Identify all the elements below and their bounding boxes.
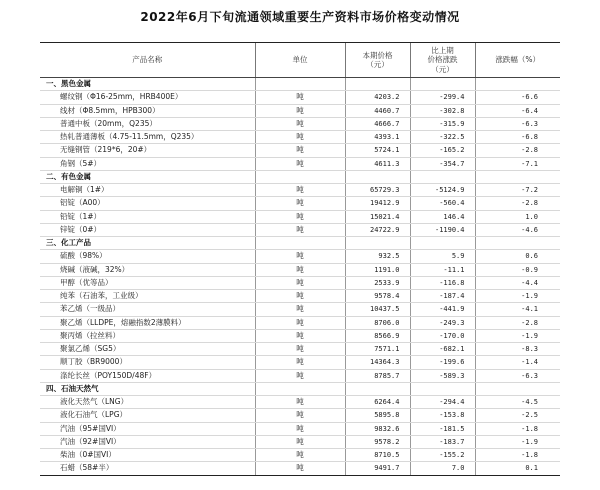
cell-diff: -322.5 [410,131,475,144]
cell-unit: 吨 [255,303,345,316]
cell-diff: 5.9 [410,250,475,263]
cell-pct: -6.4 [475,104,560,117]
product-name: 聚丙烯（拉丝料） [40,329,255,342]
table-row [40,329,560,342]
cell-pct: -4.4 [475,276,560,289]
cell-unit: 吨 [255,104,345,117]
cell-diff: -116.8 [410,276,475,289]
table-row [40,144,560,157]
cell-price: 8566.9 [345,329,410,342]
page-title: 2022年6月下旬流通领域重要生产资料市场价格变动情况 [140,10,460,24]
table-header [40,43,560,78]
cell-unit [255,78,345,91]
table-row [40,184,560,197]
cell-unit: 吨 [255,157,345,170]
category-row [40,382,560,395]
cell-pct: -6.3 [475,117,560,130]
cell-diff: -294.4 [410,396,475,409]
table-row [40,449,560,462]
product-name: 石蜡（58#半） [40,462,255,475]
product-name: 无缝钢管（219*6，20#） [40,144,255,157]
cell-unit: 吨 [255,409,345,422]
cell-price: 5724.1 [345,144,410,157]
cell-price: 1191.0 [345,263,410,276]
cell-unit: 吨 [255,343,345,356]
cell-diff: -155.2 [410,449,475,462]
cell-price [345,237,410,250]
cell-price: 4611.3 [345,157,410,170]
cell-unit: 吨 [255,435,345,448]
cell-unit [255,382,345,395]
cell-pct [475,170,560,183]
cell-unit: 吨 [255,210,345,223]
product-name: 线材（Φ8.5mm，HPB300） [40,104,255,117]
cell-price: 9491.7 [345,462,410,475]
cell-diff: -302.8 [410,104,475,117]
cell-price [345,170,410,183]
cell-pct: -1.9 [475,435,560,448]
cell-price: 4460.7 [345,104,410,117]
header-unit: 单位 [255,43,345,78]
cell-pct [475,78,560,91]
header-pct: 涨跌幅（%） [475,43,560,78]
cell-price: 19412.9 [345,197,410,210]
cell-price: 8785.7 [345,369,410,382]
cell-unit: 吨 [255,422,345,435]
header-price: 本期价格 （元） [345,43,410,78]
table-row [40,343,560,356]
cell-unit: 吨 [255,197,345,210]
cell-price [345,78,410,91]
cell-price: 8710.5 [345,449,410,462]
table-row [40,316,560,329]
product-name: 烧碱（液碱，32%） [40,263,255,276]
price-table [40,42,560,476]
cell-pct: -0.9 [475,263,560,276]
table-row [40,290,560,303]
cell-pct: -7.1 [475,157,560,170]
cell-pct: 1.0 [475,210,560,223]
table-row [40,435,560,448]
table-row [40,462,560,475]
cell-diff [410,382,475,395]
cell-diff: -560.4 [410,197,475,210]
cell-diff: -441.9 [410,303,475,316]
cell-pct: -6.6 [475,91,560,104]
cell-diff: -249.3 [410,316,475,329]
category-row [40,170,560,183]
cell-pct: -1.8 [475,449,560,462]
cell-pct: 0.6 [475,250,560,263]
product-name: 柴油（0#国VI） [40,449,255,462]
cell-diff [410,237,475,250]
table-row [40,396,560,409]
cell-diff: -170.0 [410,329,475,342]
header-diff: 比上期 价格涨跌 （元） [410,43,475,78]
cell-diff [410,170,475,183]
cell-pct: -2.8 [475,197,560,210]
table-row [40,369,560,382]
cell-price [345,382,410,395]
table-row [40,91,560,104]
cell-price: 9578.4 [345,290,410,303]
cell-unit: 吨 [255,91,345,104]
cell-price: 10437.5 [345,303,410,316]
cell-diff: -11.1 [410,263,475,276]
cell-diff: -165.2 [410,144,475,157]
cell-price: 8706.0 [345,316,410,329]
table-row [40,422,560,435]
table-row [40,197,560,210]
cell-price: 15021.4 [345,210,410,223]
product-name: 热轧普通薄板（4.75-11.5mm，Q235） [40,131,255,144]
cell-pct [475,382,560,395]
cell-price: 65729.3 [345,184,410,197]
product-name: 聚氯乙烯（SG5） [40,343,255,356]
cell-diff: -589.3 [410,369,475,382]
cell-pct: 0.1 [475,462,560,475]
cell-diff: -5124.9 [410,184,475,197]
table-row [40,263,560,276]
cell-pct: -2.5 [475,409,560,422]
product-name: 苯乙烯（一级品） [40,303,255,316]
product-name: 汽油（92#国VI） [40,435,255,448]
category-name: 三、化工产品 [40,237,255,250]
cell-price: 7571.1 [345,343,410,356]
cell-pct: -2.8 [475,144,560,157]
cell-price: 4203.2 [345,91,410,104]
cell-price: 6264.4 [345,396,410,409]
product-name: 涤纶长丝（POY150D/48F） [40,369,255,382]
product-name: 铅锭（1#） [40,210,255,223]
table-row [40,276,560,289]
cell-price: 14364.3 [345,356,410,369]
cell-diff: -181.5 [410,422,475,435]
cell-unit: 吨 [255,369,345,382]
cell-unit: 吨 [255,290,345,303]
cell-pct: -2.8 [475,316,560,329]
category-row [40,237,560,250]
cell-pct: -6.8 [475,131,560,144]
table-row [40,210,560,223]
table-row [40,409,560,422]
cell-unit: 吨 [255,144,345,157]
category-name: 四、石油天然气 [40,382,255,395]
cell-diff: -187.4 [410,290,475,303]
cell-pct: -7.2 [475,184,560,197]
cell-pct: -1.9 [475,290,560,303]
product-name: 硫酸（98%） [40,250,255,263]
category-name: 二、有色金属 [40,170,255,183]
cell-pct: -4.1 [475,303,560,316]
cell-price: 4666.7 [345,117,410,130]
cell-pct [475,237,560,250]
cell-pct: -1.4 [475,356,560,369]
product-name: 液化天然气（LNG） [40,396,255,409]
cell-unit: 吨 [255,356,345,369]
cell-diff: -183.7 [410,435,475,448]
table-row [40,131,560,144]
cell-unit: 吨 [255,131,345,144]
table-row [40,117,560,130]
table-body [40,78,560,476]
price-table-container [40,42,560,476]
table-row [40,250,560,263]
product-name: 锌锭（0#） [40,223,255,236]
cell-diff: -354.7 [410,157,475,170]
product-name: 普通中板（20mm，Q235） [40,117,255,130]
cell-diff: -199.6 [410,356,475,369]
cell-unit: 吨 [255,184,345,197]
product-name: 汽油（95#国VI） [40,422,255,435]
table-row [40,157,560,170]
cell-price: 9832.6 [345,422,410,435]
cell-pct: -8.3 [475,343,560,356]
cell-diff: -153.8 [410,409,475,422]
cell-diff: -1190.4 [410,223,475,236]
cell-unit: 吨 [255,117,345,130]
cell-diff: -299.4 [410,91,475,104]
product-name: 角钢（5#） [40,157,255,170]
product-name: 铝锭（A00） [40,197,255,210]
cell-diff: 7.0 [410,462,475,475]
cell-price: 2533.9 [345,276,410,289]
cell-unit: 吨 [255,263,345,276]
product-name: 顺丁胶（BR9000） [40,356,255,369]
product-name: 液化石油气（LPG） [40,409,255,422]
table-row [40,104,560,117]
cell-price: 9578.2 [345,435,410,448]
category-name: 一、黑色金属 [40,78,255,91]
cell-unit: 吨 [255,462,345,475]
product-name: 螺纹钢（Φ16-25mm，HRB400E） [40,91,255,104]
cell-unit: 吨 [255,316,345,329]
cell-price: 932.5 [345,250,410,263]
header-product: 产品名称 [40,43,255,78]
cell-pct: -6.3 [475,369,560,382]
product-name: 甲醇（优等品） [40,276,255,289]
cell-unit [255,170,345,183]
cell-diff: -315.9 [410,117,475,130]
table-row [40,356,560,369]
cell-pct: -1.8 [475,422,560,435]
cell-unit: 吨 [255,250,345,263]
product-name: 纯苯（石油苯，工业级） [40,290,255,303]
table-row [40,223,560,236]
product-name: 聚乙烯（LLDPE，熔融指数2薄膜料） [40,316,255,329]
cell-unit: 吨 [255,396,345,409]
cell-price: 24722.9 [345,223,410,236]
cell-price: 4393.1 [345,131,410,144]
cell-unit: 吨 [255,449,345,462]
cell-pct: -4.5 [475,396,560,409]
cell-unit: 吨 [255,276,345,289]
cell-diff [410,78,475,91]
cell-pct: -4.6 [475,223,560,236]
table-row [40,303,560,316]
cell-diff: -682.1 [410,343,475,356]
cell-unit: 吨 [255,223,345,236]
cell-unit [255,237,345,250]
cell-pct: -1.9 [475,329,560,342]
cell-diff: 146.4 [410,210,475,223]
cell-unit: 吨 [255,329,345,342]
category-row [40,78,560,91]
cell-price: 5895.8 [345,409,410,422]
product-name: 电解铜（1#） [40,184,255,197]
